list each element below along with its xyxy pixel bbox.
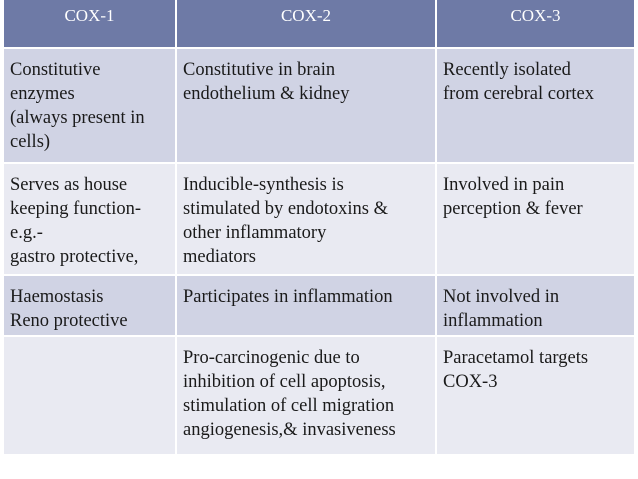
cell-cox2-expression: Constitutive in brain endothelium & kidney — [176, 48, 436, 163]
table-row — [4, 275, 634, 336]
cell-cox2-role: Participates in inflammation — [176, 275, 436, 336]
cell-cox1-expression: Constitutive enzymes (always present in cells) — [4, 48, 176, 163]
header-cox3: COX-3 — [436, 0, 634, 48]
cell-cox3-role: Not involved in inflammation — [436, 275, 634, 336]
table-row — [4, 336, 634, 455]
table-row — [4, 163, 634, 275]
header-row — [4, 0, 634, 48]
cell-cox2-function: Inducible-synthesis is stimulated by endotoxins & other inflammatory mediators — [176, 163, 436, 275]
cell-cox3-function: Involved in pain perception & fever — [436, 163, 634, 275]
cox-comparison-table — [4, 0, 634, 456]
cell-cox1-other — [4, 336, 176, 455]
cell-cox2-other: Pro-carcinogenic due to inhibition of cell apoptosis, stimulation of cell migration angiogenesis,& invasiveness — [176, 336, 436, 455]
cell-cox1-function: Serves as house keeping function- e.g.- gastro protective, — [4, 163, 176, 275]
cell-cox3-other: Paracetamol targets COX-3 — [436, 336, 634, 455]
table-row — [4, 48, 634, 163]
cell-cox1-role: Haemostasis Reno protective — [4, 275, 176, 336]
header-cox1: COX-1 — [4, 0, 176, 48]
header-cox2: COX-2 — [176, 0, 436, 48]
cell-cox3-expression: Recently isolated from cerebral cortex — [436, 48, 634, 163]
